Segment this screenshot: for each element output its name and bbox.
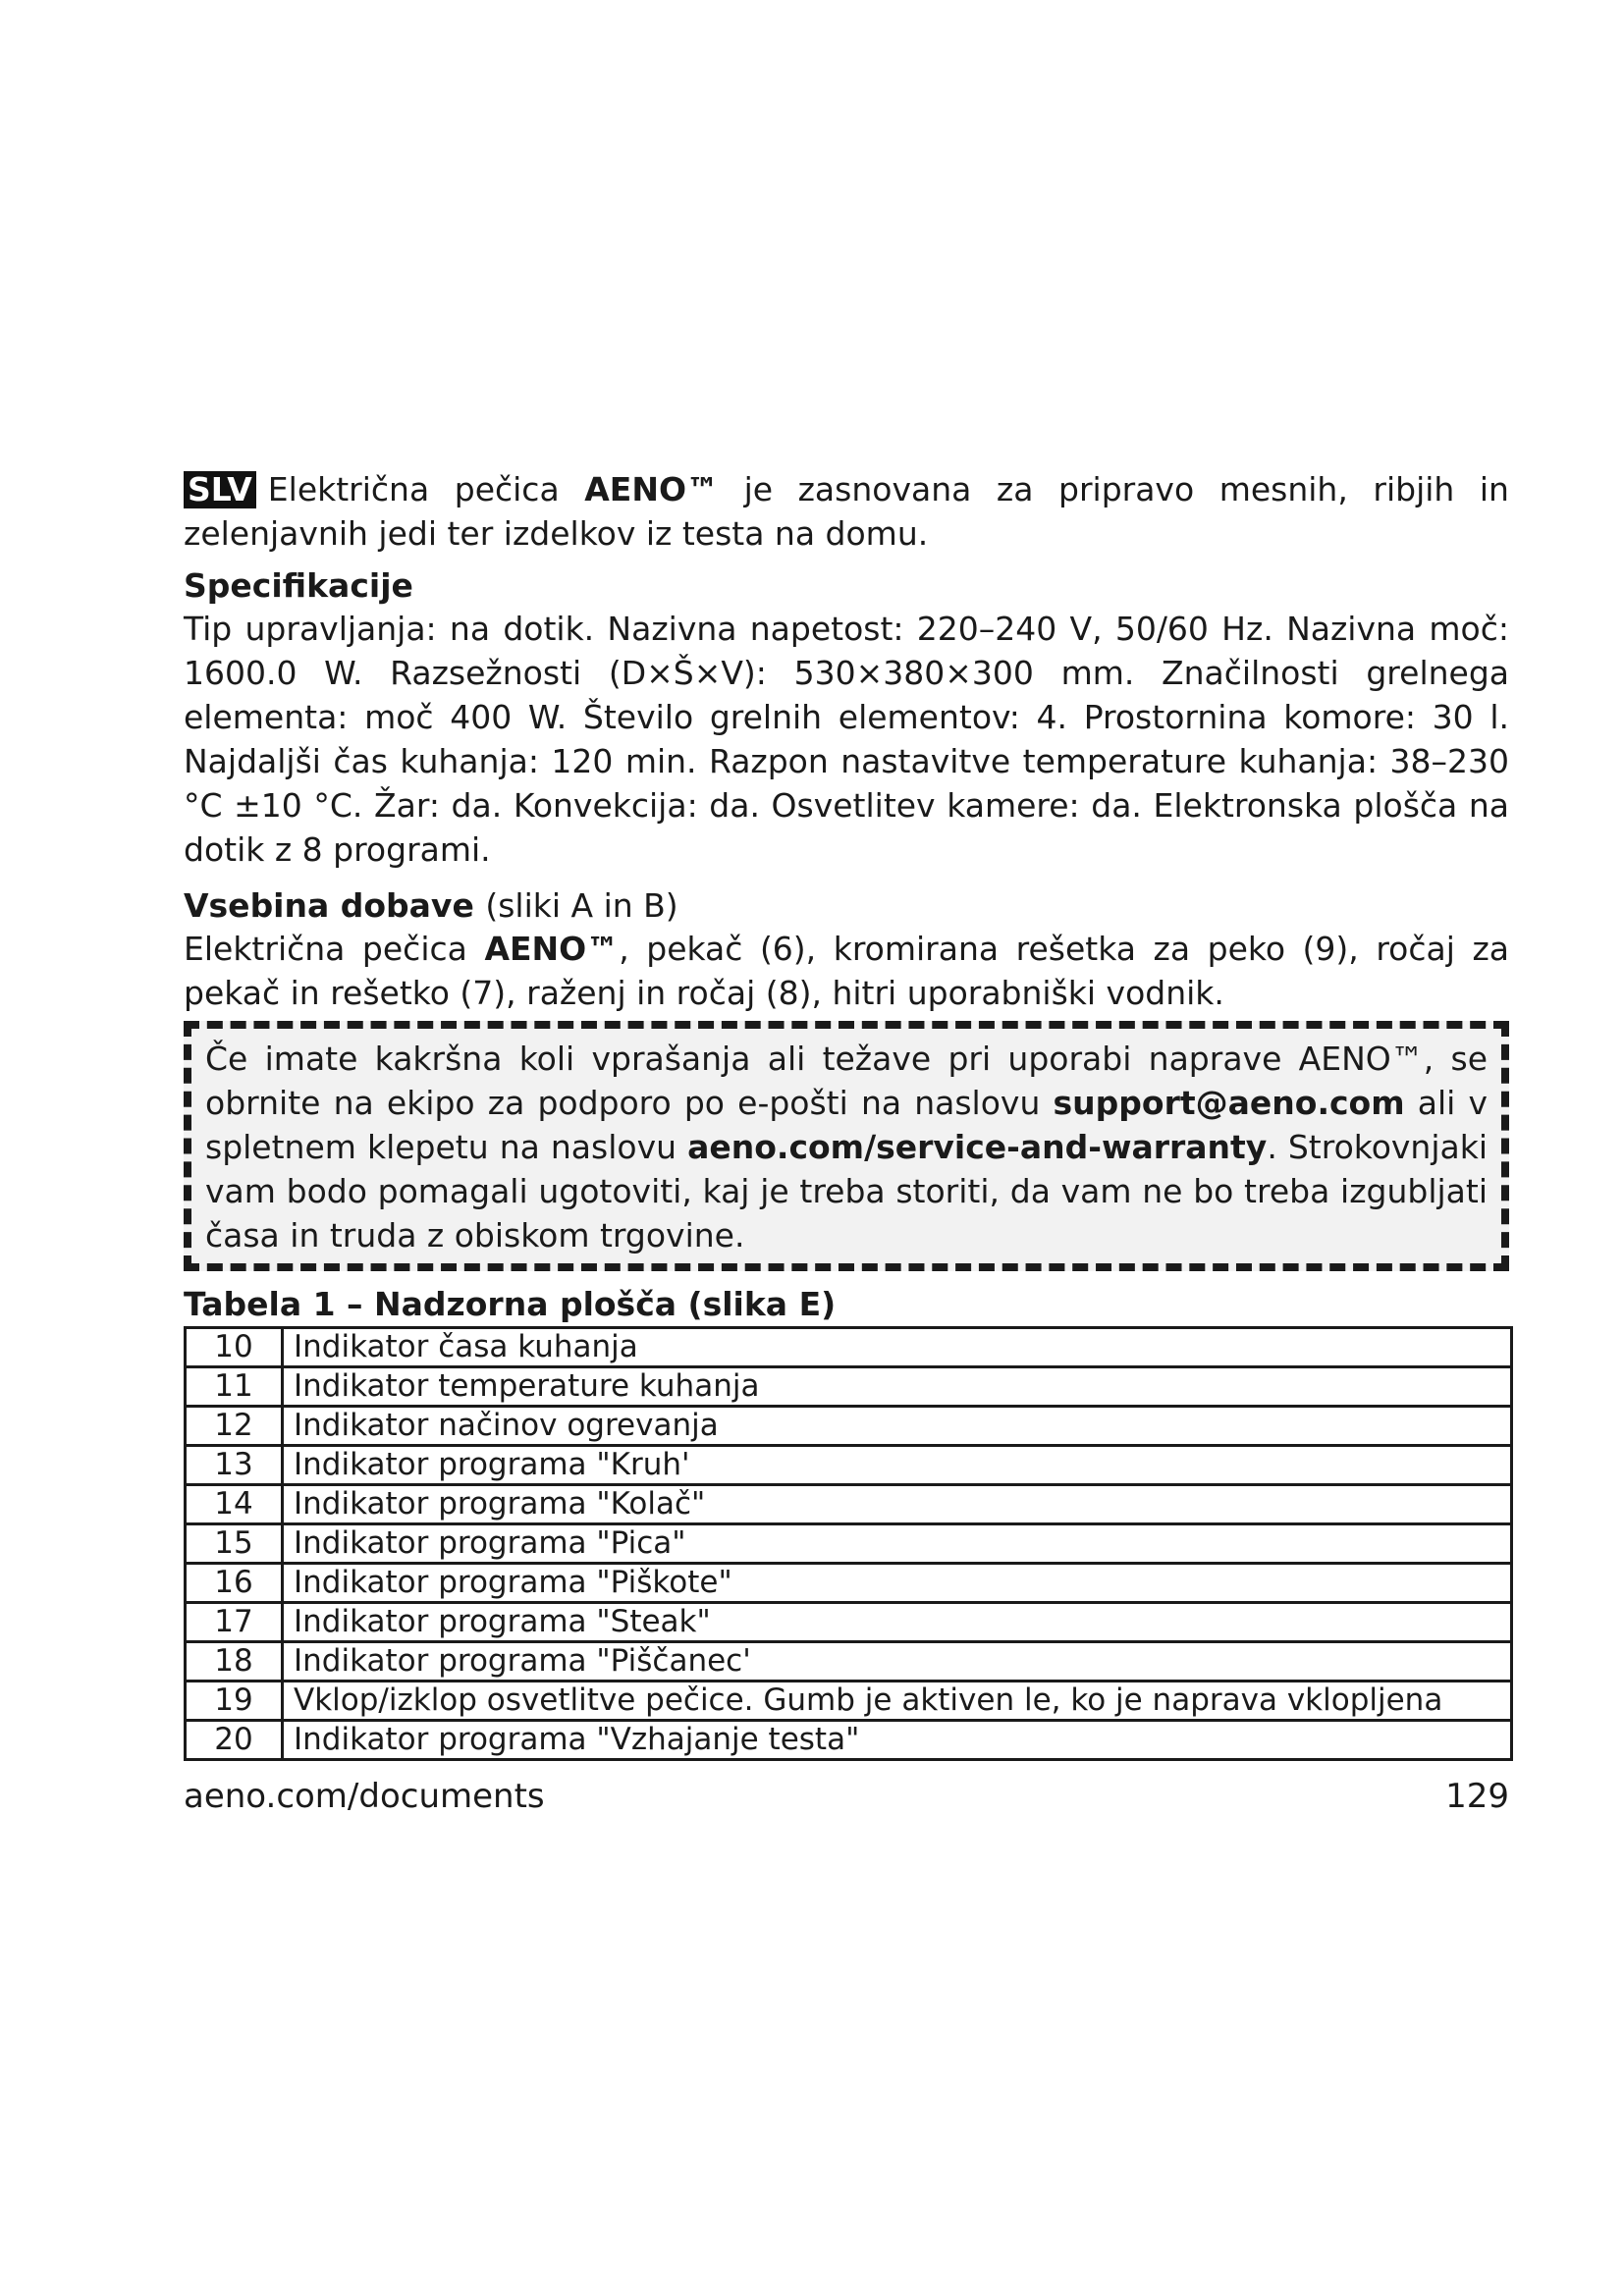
table-row (186, 1721, 1512, 1760)
row-number: 12 (186, 1407, 283, 1446)
row-label: Indikator programa "Kruh' (283, 1446, 1512, 1485)
contents-text-after: , pekač (6), kromirana rešetka za peko (9), ročaj za pekač in rešetko (7), raženj in ročaj (8), hitri uporabniški vodnik. (184, 930, 1509, 1012)
footer-url[interactable]: aeno.com/documents (184, 1777, 545, 1816)
row-number: 19 (186, 1682, 283, 1721)
row-label: Indikator programa "Steak" (283, 1603, 1512, 1642)
notice-text-2: ali v spletnem klepetu na naslovu (205, 1084, 1489, 1166)
table-row (186, 1682, 1512, 1721)
notice-text-1: Če imate kakršna koli vprašanja ali težave pri uporabi naprave AENO™, se obrnite na ekipo za podporo po e-pošti na naslovu (205, 1040, 1488, 1122)
table-row (186, 1407, 1512, 1446)
row-number: 10 (186, 1328, 283, 1367)
table-row (186, 1603, 1512, 1642)
control-panel-table (184, 1326, 1513, 1761)
table-row (186, 1524, 1512, 1564)
notice-text-3: . Strokovnjaki vam bodo pomagali ugotoviti, kaj je treba storiti, da vam ne bo treba izgubljati časa in truda z obiskom trgovine. (205, 1128, 1489, 1255)
row-label: Vklop/izklop osvetlitve pečice. Gumb je aktiven le, ko je naprava vklopljena (283, 1682, 1512, 1721)
specs-heading: Specifikacije (184, 566, 413, 605)
intro-text-after: je zasnovana za pripravo mesnih, ribjih in zelenjavnih jedi ter izdelkov iz testa na domu. (184, 470, 1509, 553)
row-label: Indikator programa "Piščanec' (283, 1642, 1512, 1682)
contents-text (184, 927, 1509, 1015)
row-label: Indikator časa kuhanja (283, 1328, 1512, 1367)
contents-heading-suffix: (sliki A in B) (485, 886, 678, 925)
table-row (186, 1446, 1512, 1485)
document-page (184, 467, 1509, 1818)
brand-name: AENO™ (584, 470, 720, 508)
row-label: Indikator programa "Kolač" (283, 1485, 1512, 1524)
contents-brand: AENO™ (484, 930, 620, 968)
row-number: 11 (186, 1367, 283, 1407)
intro-text-before: Električna pečica (267, 470, 560, 508)
row-label: Indikator programa "Piškote" (283, 1564, 1512, 1603)
row-label: Indikator temperature kuhanja (283, 1367, 1512, 1407)
row-number: 17 (186, 1603, 283, 1642)
page-footer (184, 1775, 1509, 1818)
contents-text-before: Električna pečica (184, 930, 467, 968)
row-label: Indikator programa "Vzhajanje testa" (283, 1721, 1512, 1760)
support-email-link[interactable]: support@aeno.com (1053, 1084, 1405, 1122)
intro-paragraph (184, 467, 1509, 556)
table-title: Tabela 1 – Nadzorna plošča (slika E) (184, 1285, 837, 1323)
row-number: 20 (186, 1721, 283, 1760)
table-row (186, 1485, 1512, 1524)
table-row (186, 1367, 1512, 1407)
support-notice-box (184, 1021, 1509, 1271)
specs-text: Tip upravljanja: na dotik. Nazivna napetost: 220–240 V, 50/60 Hz. Nazivna moč: 1600.0 W. Razsežnosti (D×Š×V): 530×380×300 mm. Značilnosti grelnega elementa: moč 400 W. Število grelnih elementov: 4. Prostornina komore: 30 l. Najdaljši čas kuhanja: 120 min. Razpon nastavitve temperature kuhanja: 38–230 °C ±10 °C. Žar: da. Konvekcija: da. Osvetlitev kamere: da. Elektronska plošča na dotik z 8 programi. (184, 610, 1509, 869)
contents-heading-line (184, 885, 1509, 927)
row-number: 15 (186, 1524, 283, 1564)
service-warranty-link[interactable]: aeno.com/service-and-warranty (687, 1128, 1268, 1166)
row-number: 16 (186, 1564, 283, 1603)
language-tag: SLV (184, 471, 256, 508)
contents-heading: Vsebina dobave (184, 886, 474, 925)
page-number: 129 (1445, 1777, 1509, 1816)
table-row (186, 1642, 1512, 1682)
row-number: 14 (186, 1485, 283, 1524)
table-row (186, 1564, 1512, 1603)
row-label: Indikator programa "Pica" (283, 1524, 1512, 1564)
table-row (186, 1328, 1512, 1367)
row-number: 18 (186, 1642, 283, 1682)
row-number: 13 (186, 1446, 283, 1485)
row-label: Indikator načinov ogrevanja (283, 1407, 1512, 1446)
